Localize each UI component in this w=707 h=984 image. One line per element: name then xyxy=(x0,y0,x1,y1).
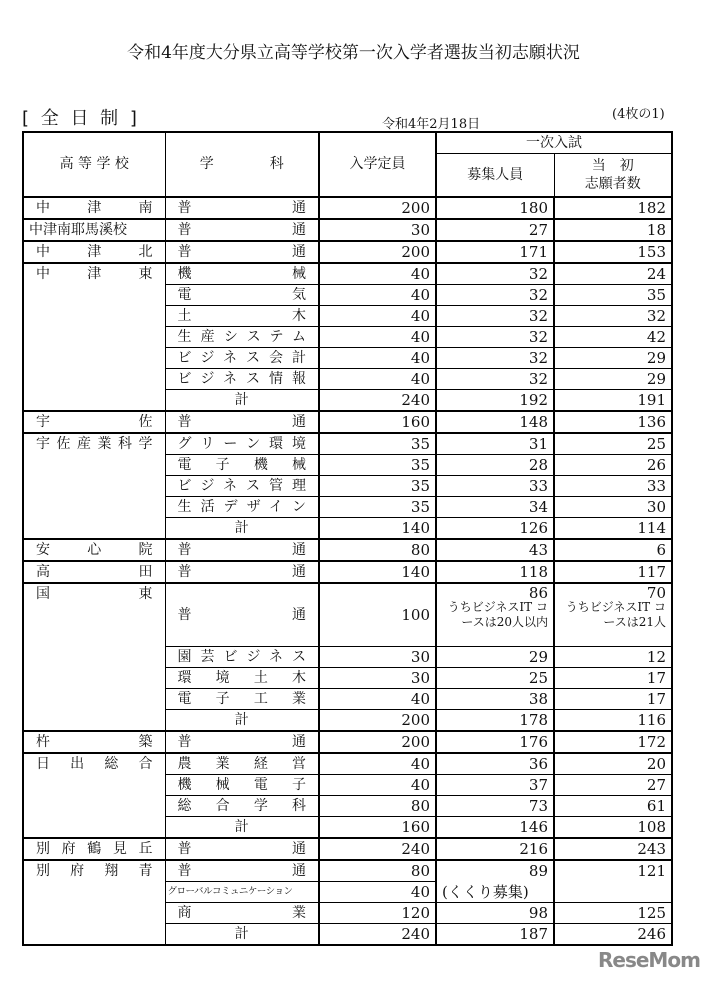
dept-name: 普通 xyxy=(165,731,319,753)
report-date: 令和4年2月18日 xyxy=(382,117,481,132)
applicants: 117 xyxy=(554,561,672,583)
dept-name: ビジネス管理 xyxy=(165,475,319,496)
dept-name: グリーン環境 xyxy=(165,433,319,455)
applicants: 20 xyxy=(554,753,672,775)
capacity: 30 xyxy=(319,219,436,241)
table-row xyxy=(23,433,672,455)
applicants: 243 xyxy=(554,838,672,860)
recruit: 216 xyxy=(436,838,554,860)
capacity: 160 xyxy=(319,817,436,839)
table-row xyxy=(23,860,672,882)
applicants: 17 xyxy=(554,689,672,710)
applicants: 26 xyxy=(554,454,672,475)
dept-name: 計 xyxy=(165,517,319,539)
recruit: 43 xyxy=(436,539,554,561)
capacity: 160 xyxy=(319,411,436,433)
school-name: 中津東 xyxy=(23,263,165,411)
applicants: 17 xyxy=(554,668,672,689)
header-dept: 学 科 xyxy=(165,132,319,197)
capacity: 240 xyxy=(319,838,436,860)
dept-name: 普通 xyxy=(165,838,319,860)
capacity: 80 xyxy=(319,860,436,882)
capacity: 140 xyxy=(319,517,436,539)
applicants-cell xyxy=(554,583,672,647)
header-applicants-line1: 当 初 xyxy=(591,157,634,174)
capacity: 40 xyxy=(319,753,436,775)
recruit: 126 xyxy=(436,517,554,539)
capacity: 100 xyxy=(319,583,436,647)
dept-name: 計 xyxy=(165,924,319,946)
applicants: 35 xyxy=(554,284,672,305)
dept-name: 計 xyxy=(165,817,319,839)
dept-name: 総合学科 xyxy=(165,796,319,817)
recruit: 36 xyxy=(436,753,554,775)
dept-name: 普通 xyxy=(165,860,319,882)
table-row xyxy=(23,731,672,753)
recruit: 118 xyxy=(436,561,554,583)
applicants: 29 xyxy=(554,368,672,389)
school-name: 国東 xyxy=(23,583,165,732)
recruit: 32 xyxy=(436,347,554,368)
capacity: 40 xyxy=(319,882,436,903)
capacity: 240 xyxy=(319,389,436,411)
capacity: 120 xyxy=(319,903,436,924)
capacity: 40 xyxy=(319,326,436,347)
header-recruit: 募集人員 xyxy=(436,154,554,197)
applicants: 116 xyxy=(554,710,672,732)
capacity: 35 xyxy=(319,496,436,517)
recruit: 86 xyxy=(528,583,548,602)
recruit: 32 xyxy=(436,284,554,305)
recruit: 38 xyxy=(436,689,554,710)
capacity: 40 xyxy=(319,305,436,326)
dept-name: 生産システム xyxy=(165,326,319,347)
recruit: 32 xyxy=(436,305,554,326)
applicants: 30 xyxy=(554,496,672,517)
capacity: 200 xyxy=(319,241,436,263)
capacity: 40 xyxy=(319,347,436,368)
applicants: 61 xyxy=(554,796,672,817)
recruit: 37 xyxy=(436,775,554,796)
dept-name: 電子工業 xyxy=(165,689,319,710)
header-school: 高 等 学 校 xyxy=(23,132,165,197)
header-applicants-line2: 志願者数 xyxy=(584,175,641,192)
recruit: 192 xyxy=(436,389,554,411)
applicants: 121 xyxy=(554,860,672,882)
dept-name: グローバルコミュニケーション xyxy=(165,882,319,903)
recruit: 25 xyxy=(436,668,554,689)
dept-name: 普通 xyxy=(165,197,319,219)
dept-name: 園芸ビジネス xyxy=(165,647,319,668)
dept-name: 土木 xyxy=(165,305,319,326)
applicants: 42 xyxy=(554,326,672,347)
recruit: 32 xyxy=(436,263,554,285)
school-name: 別府翔青 xyxy=(23,860,165,945)
recruit: 148 xyxy=(436,411,554,433)
recruit: 146 xyxy=(436,817,554,839)
applicants: 153 xyxy=(554,241,672,263)
applicants: 108 xyxy=(554,817,672,839)
capacity: 200 xyxy=(319,710,436,732)
applicants: 191 xyxy=(554,389,672,411)
capacity: 35 xyxy=(319,433,436,455)
table-row xyxy=(23,838,672,860)
applicants: 24 xyxy=(554,263,672,285)
capacity: 30 xyxy=(319,647,436,668)
header-applicants xyxy=(554,154,672,197)
table-row xyxy=(23,263,672,285)
capacity: 80 xyxy=(319,539,436,561)
applicants: 136 xyxy=(554,411,672,433)
applicants: 12 xyxy=(554,647,672,668)
dept-name: 電気 xyxy=(165,284,319,305)
recruit: 33 xyxy=(436,475,554,496)
recruit: 31 xyxy=(436,433,554,455)
capacity: 80 xyxy=(319,796,436,817)
recruit-cell xyxy=(436,583,554,647)
dept-name: 農業経営 xyxy=(165,753,319,775)
recruit: 73 xyxy=(436,796,554,817)
applicants: 182 xyxy=(554,197,672,219)
capacity: 40 xyxy=(319,284,436,305)
applicants: 25 xyxy=(554,433,672,455)
recruit: 28 xyxy=(436,454,554,475)
dept-name: 機械 xyxy=(165,263,319,285)
applicants: 27 xyxy=(554,775,672,796)
school-name: 宇佐産業科学 xyxy=(23,433,165,539)
application-table xyxy=(22,131,673,946)
section-label: [ 全 日 制 ] xyxy=(22,108,140,129)
applicants: 33 xyxy=(554,475,672,496)
dept-name: 機械電子 xyxy=(165,775,319,796)
recruit: 187 xyxy=(436,924,554,946)
applicants xyxy=(554,882,672,903)
applicants: 114 xyxy=(554,517,672,539)
recruit: 27 xyxy=(436,219,554,241)
table-row xyxy=(23,539,672,561)
sheet-number: (4枚の1) xyxy=(612,107,665,122)
dept-name: 普通 xyxy=(165,561,319,583)
dept-name: 環境土木 xyxy=(165,668,319,689)
applicants: 70 xyxy=(646,583,666,602)
dept-name: ビジネス情報 xyxy=(165,368,319,389)
recruit: 98 xyxy=(436,903,554,924)
dept-name: 計 xyxy=(165,710,319,732)
capacity: 40 xyxy=(319,689,436,710)
table-row xyxy=(23,753,672,775)
school-name: 日出総合 xyxy=(23,753,165,838)
recruit: 89 xyxy=(436,860,554,882)
recruit-note: うちビジネスIT コースは20人以内 xyxy=(447,599,548,629)
capacity: 140 xyxy=(319,561,436,583)
dept-name: ビジネス会計 xyxy=(165,347,319,368)
capacity: 240 xyxy=(319,924,436,946)
applicants: 246 xyxy=(554,924,672,946)
applicants: 172 xyxy=(554,731,672,753)
dept-name: 計 xyxy=(165,389,319,411)
header-exam: 一次入試 xyxy=(436,132,672,154)
dept-name: 商業 xyxy=(165,903,319,924)
table-row xyxy=(23,583,672,647)
school-name: 中津北 xyxy=(23,241,165,263)
capacity: 30 xyxy=(319,668,436,689)
table-row xyxy=(23,197,672,219)
school-name: 安心院 xyxy=(23,539,165,561)
applicants: 125 xyxy=(554,903,672,924)
table-row xyxy=(23,241,672,263)
dept-name: 普通 xyxy=(165,411,319,433)
capacity: 200 xyxy=(319,197,436,219)
dept-name: 普通 xyxy=(165,539,319,561)
recruit: 171 xyxy=(436,241,554,263)
school-name: 杵築 xyxy=(23,731,165,753)
school-name: 別府鶴見丘 xyxy=(23,838,165,860)
recruit: 176 xyxy=(436,731,554,753)
school-name: 宇佐 xyxy=(23,411,165,433)
recruit: 178 xyxy=(436,710,554,732)
capacity: 40 xyxy=(319,263,436,285)
capacity: 35 xyxy=(319,475,436,496)
recruit: (くくり募集) xyxy=(436,882,554,903)
school-name: 中津南 xyxy=(23,197,165,219)
recruit: 32 xyxy=(436,326,554,347)
capacity: 40 xyxy=(319,368,436,389)
table-row xyxy=(23,411,672,433)
applicants: 32 xyxy=(554,305,672,326)
school-name: 中津南耶馬溪校 xyxy=(23,219,165,241)
dept-name: 普通 xyxy=(165,241,319,263)
dept-name: 普通 xyxy=(165,219,319,241)
applicants-note: うちビジネスIT コースは21人 xyxy=(565,599,666,629)
applicants: 18 xyxy=(554,219,672,241)
document-title: 令和4年度大分県立高等学校第一次入学者選抜当初志願状況 xyxy=(127,43,580,63)
recruit: 29 xyxy=(436,647,554,668)
recruit: 180 xyxy=(436,197,554,219)
header-capacity: 入学定員 xyxy=(319,132,436,197)
dept-name: 生活デザイン xyxy=(165,496,319,517)
table-row xyxy=(23,219,672,241)
applicants: 6 xyxy=(554,539,672,561)
table-row xyxy=(23,561,672,583)
applicants: 29 xyxy=(554,347,672,368)
dept-name: 電子機械 xyxy=(165,454,319,475)
capacity: 40 xyxy=(319,775,436,796)
school-name: 高田 xyxy=(23,561,165,583)
capacity: 35 xyxy=(319,454,436,475)
resemom-logo: ReseMom xyxy=(598,948,700,972)
capacity: 200 xyxy=(319,731,436,753)
recruit: 32 xyxy=(436,368,554,389)
recruit: 34 xyxy=(436,496,554,517)
dept-name: 普通 xyxy=(165,583,319,647)
